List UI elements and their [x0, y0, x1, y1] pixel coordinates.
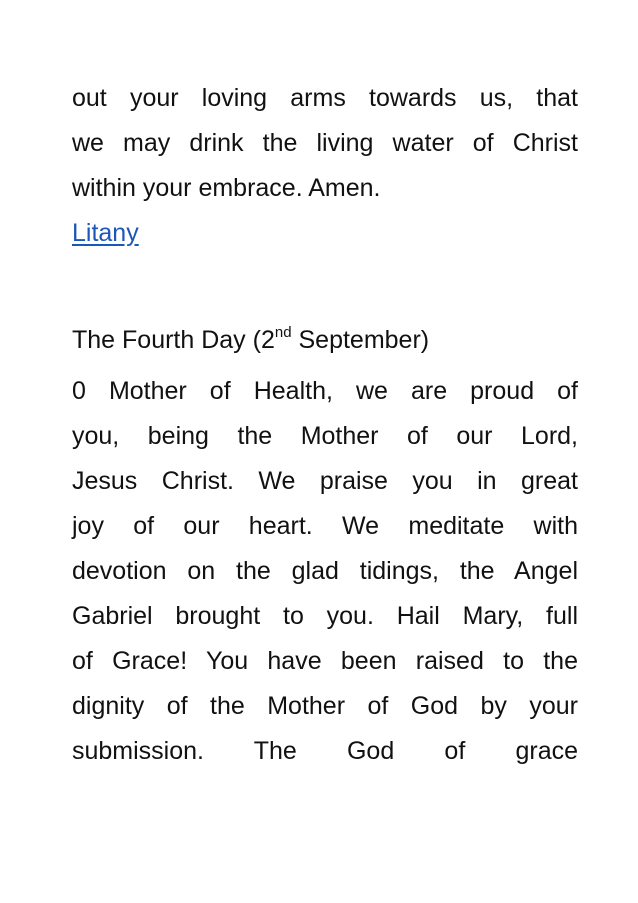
- text-line: of Grace! You have been raised to the: [72, 647, 578, 675]
- text-line: 0 Mother of Health, we are proud of: [72, 377, 578, 405]
- text-line: devotion on the glad tidings, the Angel: [72, 557, 578, 585]
- text-line: we may drink the living water of Christ: [72, 129, 578, 157]
- text-line: joy of our heart. We meditate with: [72, 512, 578, 540]
- text-line: submission. The God of grace: [72, 737, 578, 765]
- text-line: within your embrace. Amen.: [72, 174, 381, 202]
- text-line: out your loving arms towards us, that: [72, 84, 578, 112]
- text-line: Gabriel brought to you. Hail Mary, full: [72, 602, 578, 630]
- opening-paragraph: [72, 76, 578, 211]
- day-heading: [72, 318, 578, 363]
- document-page: [72, 76, 578, 774]
- heading-superscript: nd: [274, 324, 292, 341]
- text-line: Jesus Christ. We praise you in great: [72, 467, 578, 495]
- prayer-paragraph: [72, 369, 578, 774]
- text-line: you, being the Mother of our Lord,: [72, 422, 578, 450]
- text-line: dignity of the Mother of God by your: [72, 692, 578, 720]
- heading-text: The Fourth Day (2: [72, 326, 275, 354]
- litany-link[interactable]: Litany: [72, 219, 139, 247]
- heading-text-end: September): [291, 326, 430, 354]
